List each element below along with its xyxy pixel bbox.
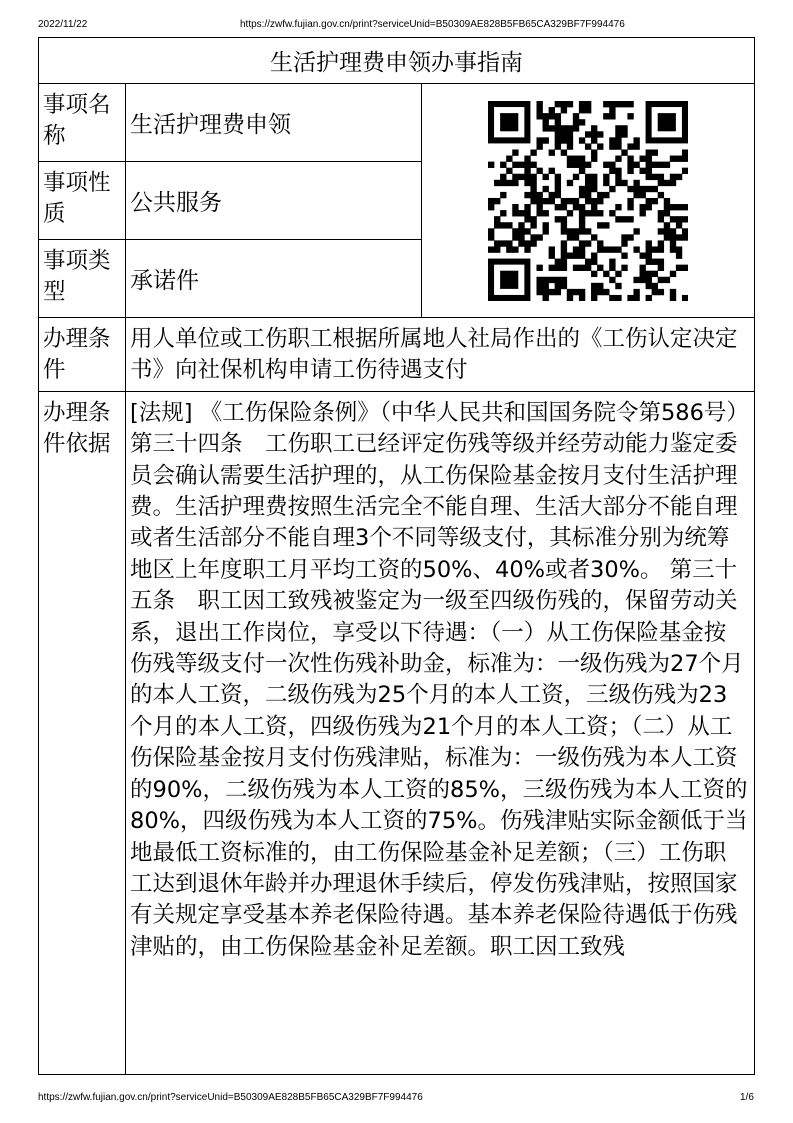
item-nature-value: 公共服务 (130, 190, 222, 216)
footer-url: https://zwfw.fujian.gov.cn/print?serviceUnid=B50309AE828B5FB65CA329BF7F994476 (38, 1092, 423, 1103)
page-title: 生活护理费申领办事指南 (39, 38, 754, 84)
info-block (39, 84, 754, 318)
item-name-label: 事项名称 (39, 84, 126, 161)
info-rows (39, 84, 422, 317)
condition-label: 办理条件 (39, 318, 126, 391)
print-url: https://zwfw.fujian.gov.cn/print?serviceUnid=B50309AE828B5FB65CA329BF7F994476 (240, 19, 625, 30)
print-date: 2022/11/22 (38, 19, 88, 30)
item-nature-label: 事项性质 (39, 162, 126, 239)
row-basis (39, 392, 754, 1074)
item-type-value: 承诺件 (130, 268, 199, 294)
condition-value: 用人单位或工伤职工根据所属地人社局作出的《工伤认定决定书》向社保机构申请工伤待遇支付 (130, 326, 738, 384)
row-item-name (39, 84, 421, 162)
row-item-type (39, 240, 421, 317)
row-item-nature (39, 162, 421, 240)
page-number: 1/6 (740, 1092, 754, 1103)
guide-table (38, 37, 755, 1075)
basis-label: 办理条件依据 (39, 392, 126, 1074)
qr-code-icon (488, 101, 688, 301)
item-type-label: 事项类型 (39, 240, 126, 317)
row-condition (39, 318, 754, 392)
basis-value: [法规] 《工伤保险条例》（中华人民共和国国务院令第586号）第三十四条 工伤职工已经评定伤残等级并经劳动能力鉴定委员会确认需要生活护理的，从工伤保险基金按月支付生活护理费。生活护理费按照生活完全不能自理、生活大部分不能自理或者生活部分不能自理3个不同等级支付，其标准分别为统筹地区上年度职工月平均工资的50%、40%或者30%。 第三十五条 职工因工致残被鉴定为一级至四级伤残的，保留劳动关系，退出工作岗位，享受以下待遇：（一）从工伤保险基金按伤残等级支付一次性伤残补助金，标准为：一级伤残为27个月的本人工资，二级伤残为25个月的本人工资，三级伤残为23个月的本人工资，四级伤残为21个月的本人工资；（二）从工伤保险基金按月支付伤残津贴，标准为：一级伤残为本人工资的90%，二级伤残为本人工资的85%，三级伤残为本人工资的80%，四级伤残为本人工资的75%。伤残津贴实际金额低于当地最低工资标准的，由工伤保险基金补足差额；（三）工伤职工达到退休年龄并办理退休手续后，停发伤残津贴，按照国家有关规定享受基本养老保险待遇。基本养老保险待遇低于伤残津贴的，由工伤保险基金补足差额。职工因工致残 (130, 399, 748, 960)
qr-code-cell (422, 84, 754, 317)
item-name-value: 生活护理费申领 (130, 112, 291, 138)
